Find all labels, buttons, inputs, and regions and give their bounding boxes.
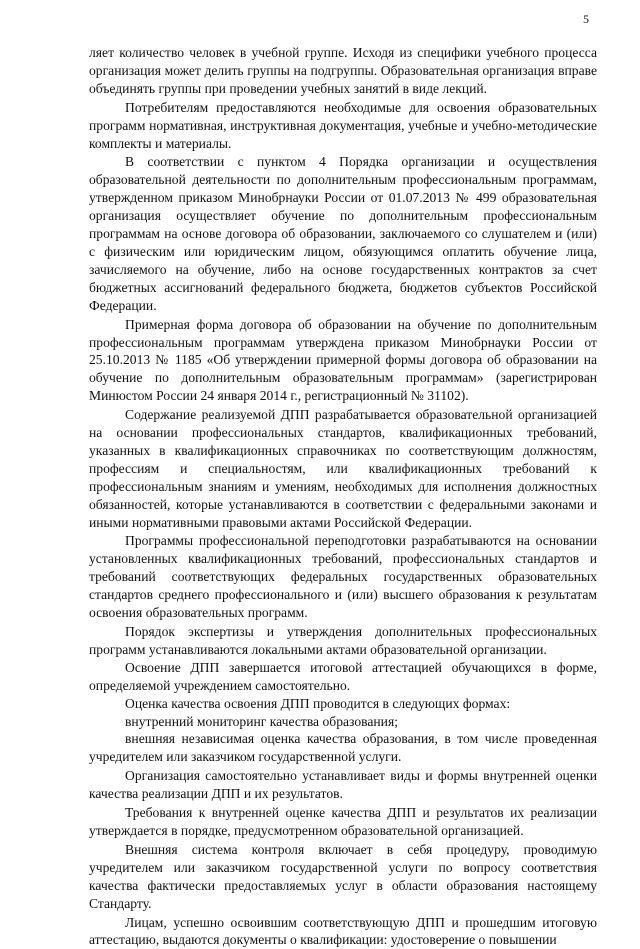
paragraph-program-approval: Порядок экспертизы и утверждения дополнительных профессиональных программ устанавливаются локальными актами образовательной организации. bbox=[89, 623, 597, 659]
paragraph-evaluation-requirements: Требования к внутренней оценке качества ДПП и результатов их реализации утверждается в порядке, предусмотренном образовательной организацией. bbox=[89, 804, 597, 840]
paragraph-internal-evaluation: Организация самостоятельно устанавливает виды и формы внутренней оценки качества реализации ДПП и их результатов. bbox=[89, 767, 597, 803]
page-number: 5 bbox=[583, 12, 589, 26]
paragraph-program-content: Содержание реализуемой ДПП разрабатывается образовательной организацией на основании профессиональных стандартов, квалификационных требований, указанных в квалификационных справочниках по соответствующим должностям, профессиям и специальностям, или квалификационных требований к профессиональным знаниям и умениям, необходимых для исполнения должностных обязанностей, которые устанавливаются в соответствии с федеральными законами и иными нормативными правовыми актами Российской Федерации. bbox=[89, 406, 597, 531]
paragraph-external-assessment: внешняя независимая оценка качества образования, в том числе проведенная учредителем или заказчиком государственной услуги. bbox=[89, 730, 597, 766]
paragraph-qualification-documents: Лицам, успешно освоившим соответствующую ДПП и прошедшим итоговую аттестацию, выдаются документы о квалификации: удостоверение о повышении bbox=[89, 914, 597, 949]
paragraph-internal-monitoring: внутренний мониторинг качества образования; bbox=[89, 713, 597, 731]
paragraph-group-division: ляет количество человек в учебной группе. Исходя из специфики учебного процесса организация может делить группы на подгруппы. Образовательная организация вправе объединять группы при проведении учебных занятий в виде лекций. bbox=[89, 44, 597, 98]
paragraph-contract-form: Примерная форма договора об образовании на обучение по дополнительным профессиональным программам утверждена приказом Минобрнауки России от 25.10.2013 № 1185 «Об утверждении примерной формы договора об образовании на обучение по дополнительным образовательным программам» (зарегистрирован Минюстом России 24 января 2014 г., регистрационный № 31102). bbox=[89, 316, 597, 406]
paragraph-final-attestation: Освоение ДПП завершается итоговой аттестацией обучающихся в форме, определяемой учреждением самостоятельно. bbox=[89, 659, 597, 695]
body-text bbox=[89, 44, 597, 949]
paragraph-learning-materials: Потребителям предоставляются необходимые для освоения образовательных программ нормативная, инструктивная документация, учебные и учебно-методические комплекты и материалы. bbox=[89, 99, 597, 153]
paragraph-contract-basis: В соответствии с пунктом 4 Порядка организации и осуществления образовательной деятельности по дополнительным профессиональным программам, утвержденном приказом Минобрнауки России от 01.07.2013 № 499 образовательная организация осуществляет обучение по дополнительным профессиональным программам на основе договора об образовании, заключаемого со слушателем и (или) с физическим или юридическим лицом, обязующимся оплатить обучение лица, зачисляемого на обучение, либо на основе государственных контрактов за счет бюджетных ассигнований федерального бюджета, бюджетов субъектов Российской Федерации. bbox=[89, 153, 597, 314]
paragraph-quality-forms: Оценка качества освоения ДПП проводится в следующих формах: bbox=[89, 695, 597, 713]
paragraph-external-control: Внешняя система контроля включает в себя процедуру, проводимую учредителем или заказчиком государственной услуги по вопросу соответствия качества фактически предоставляемых услуг в области образования настоящему Стандарту. bbox=[89, 841, 597, 913]
paragraph-retraining-programs: Программы профессиональной переподготовки разрабатываются на основании установленных квалификационных требований, профессиональных стандартов и требований соответствующих федеральных государственных образовательных стандартов среднего профессионального и (или) высшего образования к результатам освоения образовательных программ. bbox=[89, 532, 597, 622]
